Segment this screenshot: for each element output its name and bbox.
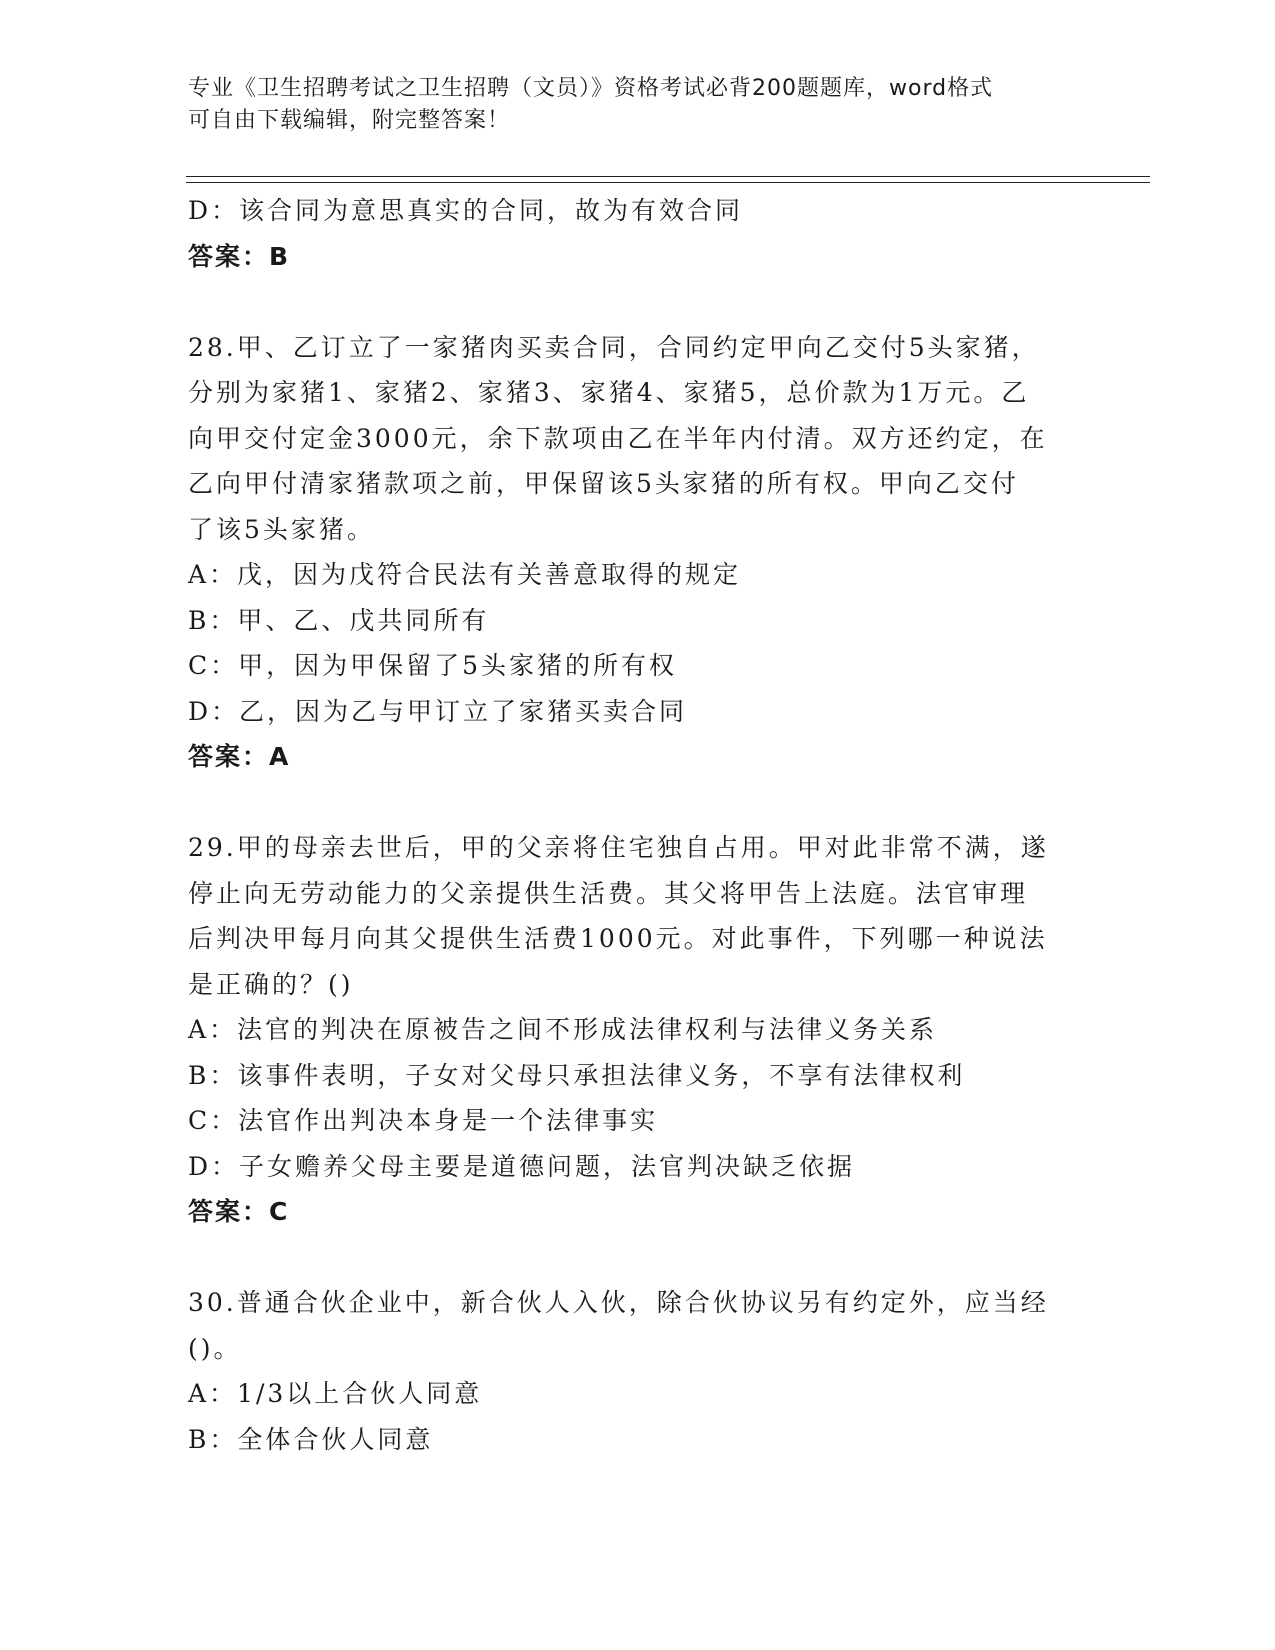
question-text-line: ()。	[188, 1333, 242, 1363]
option-a: A：法官的判决在原被告之间不形成法律权利与法律义务关系	[188, 1015, 938, 1044]
question-block-29	[188, 825, 1088, 1235]
option-line: D：该合同为意思真实的合同，故为有效合同	[188, 196, 744, 225]
block-spacer	[188, 1235, 1088, 1281]
question-text-line: 28.甲、乙订立了一家猪肉买卖合同，合同约定甲向乙交付5头家猪，	[188, 332, 1040, 362]
option-c: C：甲，因为甲保留了5头家猪的所有权	[188, 651, 678, 680]
block-spacer	[188, 780, 1088, 826]
option-b: B：甲、乙、戊共同所有	[188, 605, 490, 635]
question-text-line: 了该5头家猪。	[188, 514, 375, 544]
question-block-27	[188, 188, 1088, 279]
question-text-line: 分别为家猪1、家猪2、家猪3、家猪4、家猪5，总价款为1万元。乙	[188, 378, 1030, 407]
question-text-line: 停止向无劳动能力的父亲提供生活费。其父将甲告上法庭。法官审理	[188, 878, 1029, 908]
option-b: B：该事件表明，子女对父母只承担法律义务，不享有法律权利	[188, 1060, 966, 1090]
header-divider-top	[186, 176, 1150, 177]
header-title-line-2: 可自由下载编辑，附完整答案！	[188, 108, 511, 133]
header-divider-bottom	[186, 182, 1150, 183]
header-title-line-1: 专业《卫生招聘考试之卫生招聘（文员）》资格考试必背200题题库，word格式	[188, 76, 994, 101]
answer-line: 答案：A	[188, 742, 291, 771]
question-text-line: 是正确的？()	[188, 969, 354, 999]
question-text-line: 30.普通合伙企业中，新合伙人入伙，除合伙协议另有约定外，应当经	[188, 1288, 1049, 1317]
question-block-28	[188, 325, 1088, 780]
question-text-line: 乙向甲付清家猪款项之前，甲保留该5头家猪的所有权。甲向乙交付	[188, 469, 1019, 498]
document-header	[188, 73, 1088, 137]
option-d: D：乙，因为乙与甲订立了家猪买卖合同	[188, 696, 688, 726]
answer-line: 答案：B	[188, 241, 291, 271]
question-text-line: 29.甲的母亲去世后，甲的父亲将住宅独自占用。甲对此非常不满，遂	[188, 833, 1049, 862]
block-spacer	[188, 279, 1088, 325]
option-c: C：法官作出判决本身是一个法律事实	[188, 1106, 659, 1135]
option-a: A：戊，因为戊符合民法有关善意取得的规定	[188, 560, 742, 589]
question-text-line: 向甲交付定金3000元，余下款项由乙在半年内付清。双方还约定，在	[188, 423, 1048, 453]
question-text-line: 后判决甲每月向其父提供生活费1000元。对此事件，下列哪一种说法	[188, 924, 1048, 953]
option-d: D：子女赡养父母主要是道德问题，法官判决缺乏依据	[188, 1151, 856, 1181]
option-b: B：全体合伙人同意	[188, 1424, 434, 1454]
answer-line: 答案：C	[188, 1197, 290, 1226]
question-block-30	[188, 1280, 1088, 1462]
question-content	[188, 188, 1088, 1462]
option-a: A：1/3以上合伙人同意	[188, 1379, 483, 1408]
